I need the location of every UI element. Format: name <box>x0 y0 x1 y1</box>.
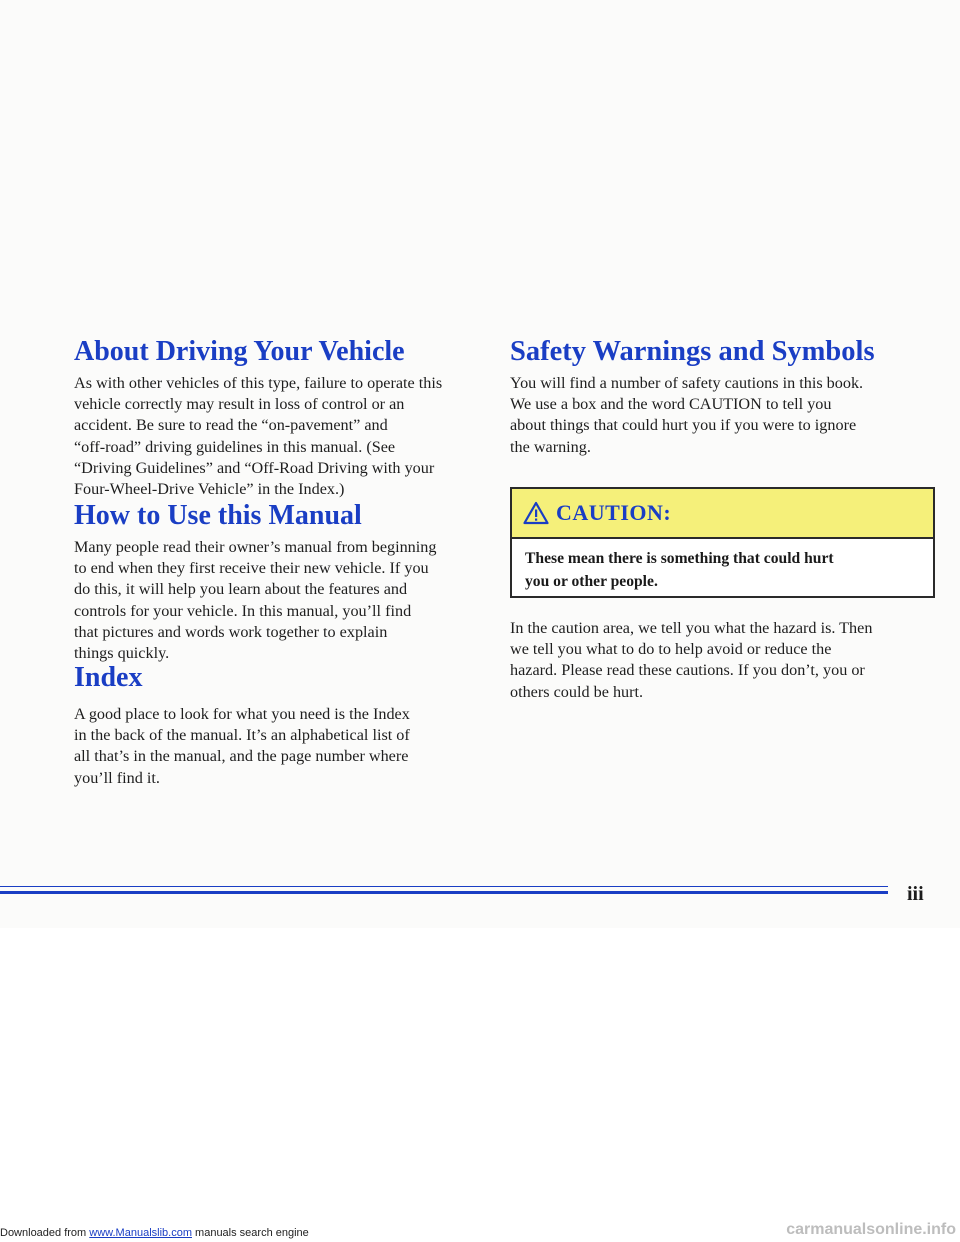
caution-title: CAUTION: <box>556 500 672 525</box>
footer-suffix: manuals search engine <box>191 1227 309 1239</box>
paragraph-index <box>74 704 410 789</box>
text-line: Many people read their owner’s manual from beginning <box>74 538 437 556</box>
paragraph-safety-intro <box>510 373 863 458</box>
text-line: “Driving Guidelines” and “Off-Road Driving with your <box>74 458 435 477</box>
text-line: you’ll find it. <box>74 768 160 787</box>
text-line: do this, it will help you learn about the features and <box>74 580 408 599</box>
heading-safety-warnings: Safety Warnings and Symbols <box>510 336 875 367</box>
text-line: vehicle correctly may result in loss of control or an <box>74 395 405 414</box>
text-line: You will find a number of safety cautions in this book. <box>510 374 864 392</box>
download-footer <box>0 1227 309 1240</box>
footer-prefix: Downloaded from <box>0 1227 90 1239</box>
text-line: in the back of the manual. It’s an alphabetical list of <box>74 726 410 745</box>
text-line: As with other vehicles of this type, failure to operate this <box>74 374 443 392</box>
text-line: “off-road” driving guidelines in this manual. (See <box>74 437 396 456</box>
text-line: Four-Wheel-Drive Vehicle” in the Index.) <box>74 480 345 499</box>
footer-rule-thin <box>0 886 888 887</box>
paragraph-caution-explained <box>510 618 872 703</box>
text-line: to end when they first receive their new vehicle. If you <box>74 559 429 578</box>
caution-message <box>525 547 834 593</box>
watermark-brand: carmanualsonline.info <box>786 1221 956 1238</box>
paragraph-how-to-use <box>74 537 436 664</box>
text-line: These mean there is something that could hurt <box>525 550 834 567</box>
text-line: In the caution area, we tell you what the hazard is. Then <box>510 619 873 637</box>
text-line: things quickly. <box>74 644 170 663</box>
text-line: others could be hurt. <box>510 682 644 701</box>
footer-rule-thick <box>0 891 888 894</box>
text-line: about things that could hurt you if you were to ignore <box>510 416 857 435</box>
text-line: the warning. <box>510 437 591 456</box>
paragraph-about-driving <box>74 373 442 500</box>
text-line: controls for your vehicle. In this manual, you’ll find <box>74 601 412 620</box>
heading-how-to-use: How to Use this Manual <box>74 500 362 531</box>
warning-triangle-icon <box>523 501 549 525</box>
heading-index: Index <box>74 662 143 693</box>
text-line: A good place to look for what you need is the Index <box>74 705 410 723</box>
caution-header <box>512 489 933 539</box>
text-line: all that’s in the manual, and the page number where <box>74 747 409 766</box>
page-number: iii <box>907 883 924 905</box>
text-line: hazard. Please read these cautions. If you don’t, you or <box>510 661 865 680</box>
manualslib-link[interactable]: www.Manualslib.com <box>89 1227 192 1239</box>
text-line: you or other people. <box>525 573 658 590</box>
text-line: we tell you what to do to help avoid or reduce the <box>510 640 832 659</box>
heading-about-driving: About Driving Your Vehicle <box>74 336 405 367</box>
text-line: We use a box and the word CAUTION to tell you <box>510 395 832 414</box>
text-line: accident. Be sure to read the “on-pavement” and <box>74 416 388 435</box>
caution-box <box>510 487 935 598</box>
text-line: that pictures and words work together to explain <box>74 622 388 641</box>
